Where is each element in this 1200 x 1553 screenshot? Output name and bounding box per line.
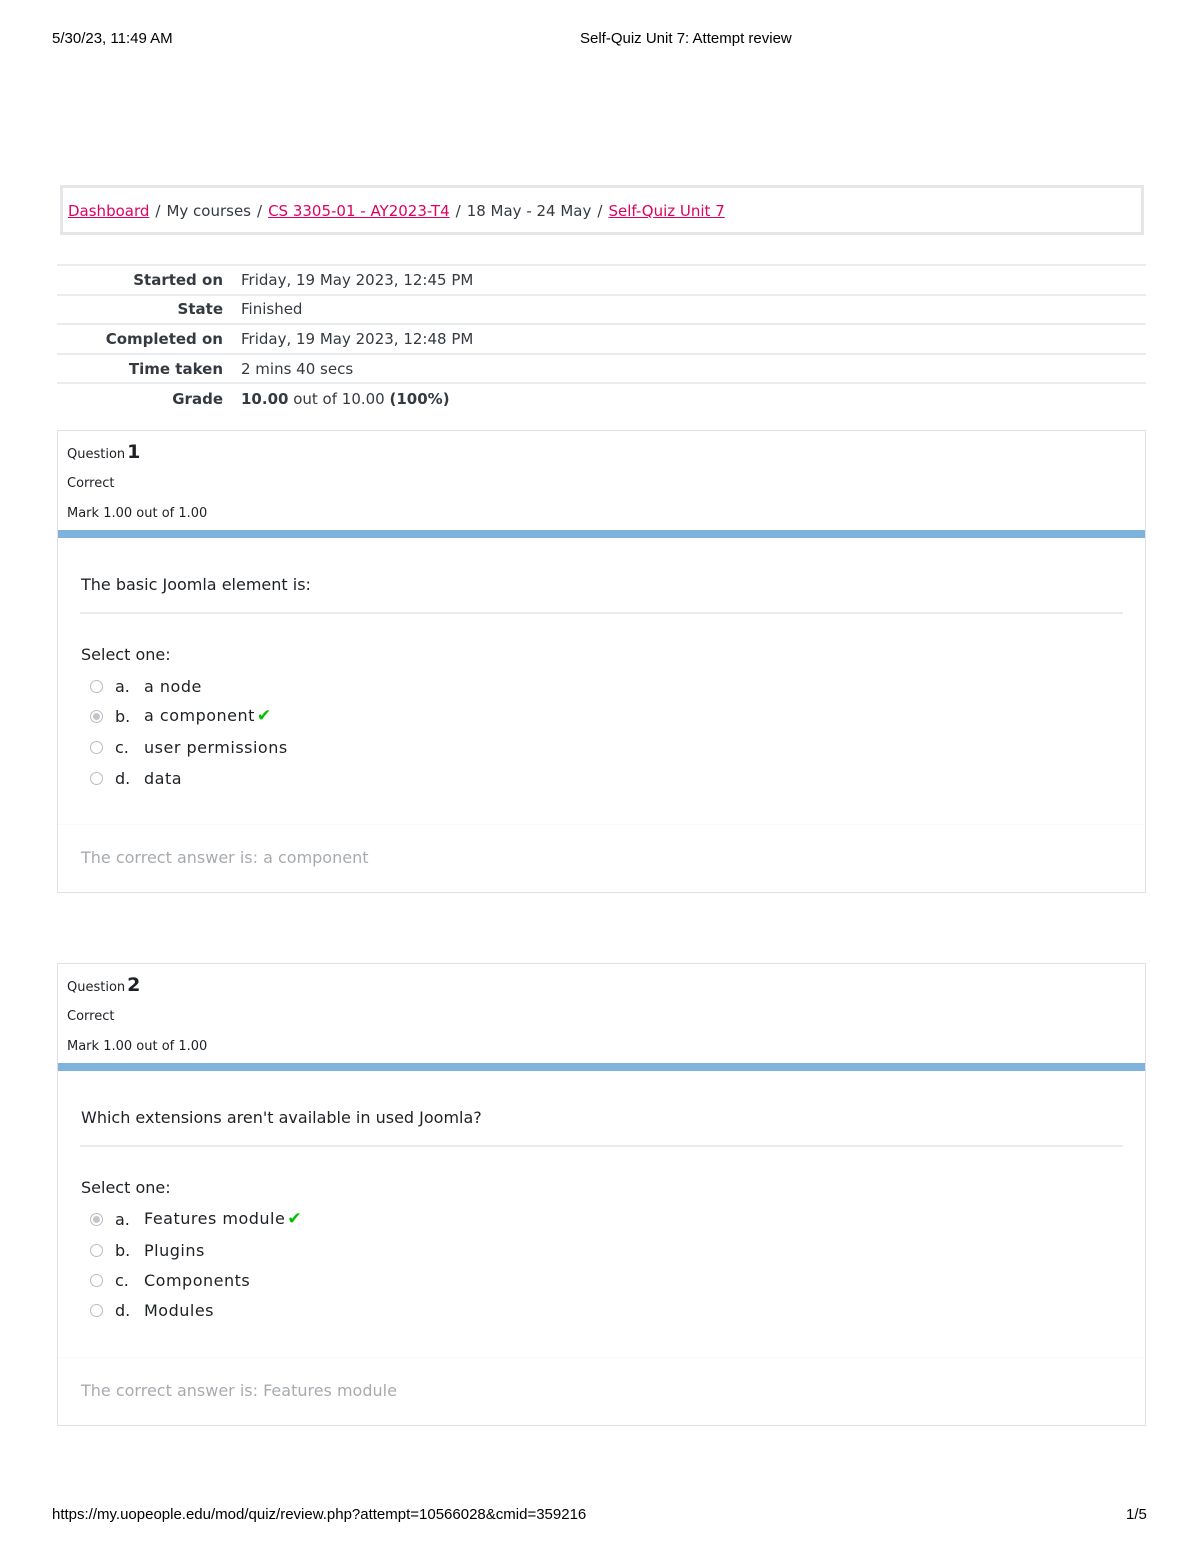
- answer-option-c[interactable]: [90, 735, 288, 759]
- grade-value: [241, 383, 1146, 413]
- correct-check-icon: ✔: [287, 1209, 303, 1229]
- correct-answer-feedback: The correct answer is: Features module: [81, 1381, 397, 1400]
- question-divider-bar: [58, 1063, 1145, 1071]
- option-text-wrap: [144, 706, 272, 726]
- radio-button[interactable]: [90, 1304, 103, 1317]
- grade-percent: (100%): [389, 389, 450, 408]
- radio-button[interactable]: [90, 1244, 103, 1257]
- option-letter: c.: [115, 1270, 129, 1290]
- print-page-title: Self-Quiz Unit 7: Attempt review: [580, 30, 792, 47]
- option-text: data: [144, 768, 183, 788]
- question-text-divider: [80, 1145, 1123, 1147]
- question-card-2: [57, 963, 1146, 1426]
- breadcrumb-separator: /: [597, 202, 603, 220]
- answer-option-c[interactable]: [90, 1268, 251, 1292]
- radio-button[interactable]: [90, 1274, 103, 1287]
- answer-option-b[interactable]: [90, 704, 272, 728]
- state-value: Finished: [241, 300, 303, 319]
- print-page-number: 1/5: [1126, 1506, 1147, 1523]
- completed-label: Completed on: [105, 329, 223, 348]
- started-label: Started on: [133, 270, 223, 289]
- feedback-divider: [58, 1357, 1145, 1358]
- question-state: Correct: [67, 1009, 115, 1024]
- completed-value: Friday, 19 May 2023, 12:48 PM: [241, 329, 474, 348]
- option-text: Plugins: [144, 1240, 205, 1260]
- summary-row-completed: [57, 324, 1146, 354]
- radio-button[interactable]: [90, 680, 103, 693]
- option-letter: d.: [115, 768, 131, 788]
- summary-row-state: [57, 295, 1146, 325]
- question-text-divider: [80, 612, 1123, 614]
- option-text-wrap: [144, 1209, 302, 1229]
- option-letter: b.: [115, 706, 131, 726]
- summary-row-time: [57, 354, 1146, 384]
- started-value: Friday, 19 May 2023, 12:45 PM: [241, 270, 474, 289]
- option-letter: a.: [115, 676, 130, 696]
- question-card-1: [57, 430, 1146, 893]
- option-text: user permissions: [144, 737, 288, 757]
- state-label: State: [177, 300, 223, 319]
- radio-button[interactable]: [90, 772, 103, 785]
- option-letter: d.: [115, 1300, 131, 1320]
- radio-button[interactable]: [90, 741, 103, 754]
- print-datetime: 5/30/23, 11:49 AM: [52, 30, 173, 47]
- grade-out-of: out of 10.00: [288, 389, 390, 408]
- breadcrumb-course-link[interactable]: CS 3305-01 - AY2023-T4: [268, 202, 450, 220]
- question-divider-bar: [58, 530, 1145, 538]
- breadcrumb-separator: /: [455, 202, 461, 220]
- question-mark: Mark 1.00 out of 1.00: [67, 1039, 208, 1054]
- time-taken-label: Time taken: [128, 359, 223, 378]
- option-letter: c.: [115, 737, 129, 757]
- correct-answer-feedback: The correct answer is: a component: [81, 848, 369, 867]
- breadcrumb-quiz-link[interactable]: Self-Quiz Unit 7: [608, 202, 725, 220]
- correct-check-icon: ✔: [256, 706, 272, 726]
- print-url: https://my.uopeople.edu/mod/quiz/review.php?attempt=10566028&cmid=359216: [52, 1506, 587, 1523]
- breadcrumb-container: [60, 185, 1144, 235]
- breadcrumb-my-courses: My courses: [166, 202, 251, 220]
- option-text: a component: [144, 706, 255, 725]
- answer-option-a[interactable]: [90, 674, 202, 698]
- summary-row-started: [57, 265, 1146, 295]
- question-mark: Mark 1.00 out of 1.00: [67, 506, 208, 521]
- breadcrumb-week: 18 May - 24 May: [466, 202, 592, 220]
- question-text: Which extensions aren't available in used Joomla?: [81, 1108, 482, 1127]
- summary-row-grade: [57, 383, 1146, 413]
- question-number: Question 2: [67, 974, 141, 996]
- question-number: Question 1: [67, 441, 141, 463]
- breadcrumb-separator: /: [257, 202, 263, 220]
- grade-label: Grade: [172, 389, 223, 408]
- select-one-label: Select one:: [81, 1178, 171, 1197]
- answer-option-b[interactable]: [90, 1238, 205, 1262]
- option-text: Features module: [144, 1209, 286, 1228]
- answer-option-d[interactable]: [90, 766, 183, 790]
- radio-button-selected[interactable]: [90, 710, 103, 723]
- breadcrumb-dashboard-link[interactable]: Dashboard: [68, 202, 150, 220]
- option-letter: b.: [115, 1240, 131, 1260]
- answer-option-a[interactable]: [90, 1207, 303, 1231]
- option-text: Components: [144, 1270, 251, 1290]
- feedback-divider: [58, 824, 1145, 825]
- breadcrumb: [68, 202, 725, 220]
- option-text: Modules: [144, 1300, 215, 1320]
- question-state: Correct: [67, 476, 115, 491]
- time-taken-value: 2 mins 40 secs: [241, 359, 354, 378]
- option-letter: a.: [115, 1209, 130, 1229]
- option-text: a node: [144, 676, 202, 696]
- breadcrumb-separator: /: [155, 202, 161, 220]
- answer-option-d[interactable]: [90, 1298, 215, 1322]
- attempt-summary-table: [57, 264, 1146, 413]
- question-text: The basic Joomla element is:: [81, 575, 311, 594]
- grade-score: 10.00: [241, 389, 289, 408]
- radio-button-selected[interactable]: [90, 1213, 103, 1226]
- select-one-label: Select one:: [81, 645, 171, 664]
